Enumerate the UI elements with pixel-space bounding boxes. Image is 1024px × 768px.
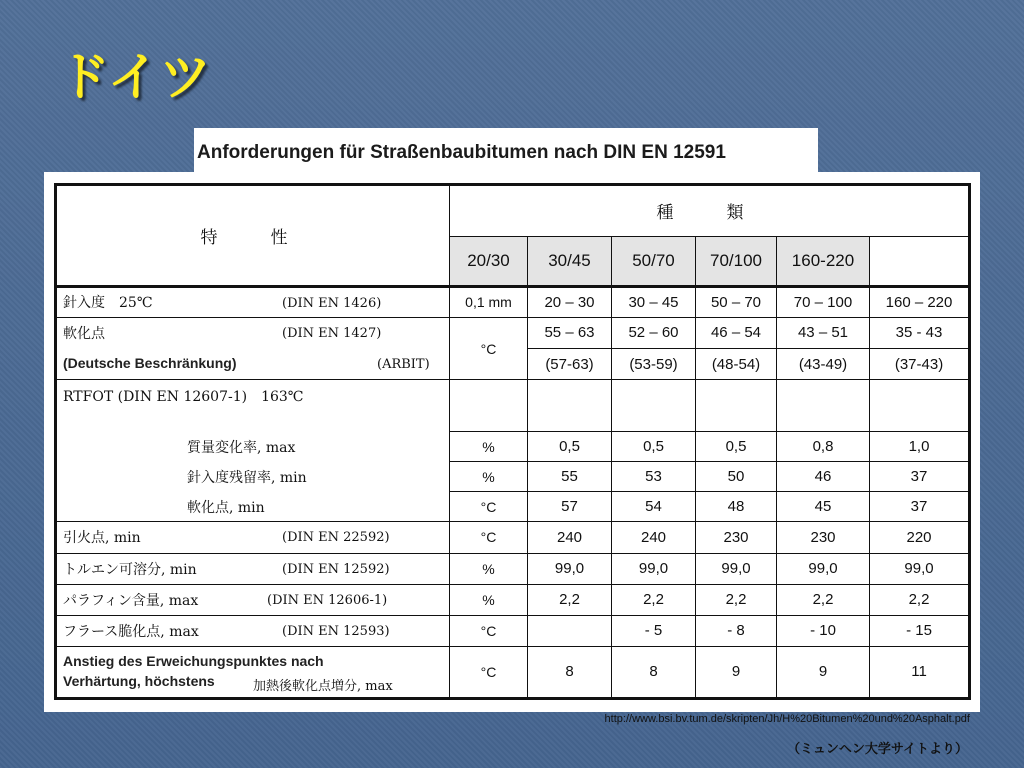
property-name: 軟化点, min — [187, 499, 265, 516]
value-cell — [528, 615, 612, 646]
grade-header: 20/30 — [450, 236, 528, 286]
value-cell: 54 — [612, 492, 696, 522]
table-row — [56, 492, 970, 522]
value-cell: 46 — [777, 462, 870, 492]
unit-cell: % — [450, 432, 528, 462]
value-cell: 0,5 — [612, 432, 696, 462]
value-cell: 230 — [777, 522, 870, 553]
bitumen-spec-table — [54, 183, 971, 700]
value-cell: 46 – 54 — [696, 317, 777, 348]
value-cell: 2,2 — [528, 584, 612, 615]
test-method: (ARBIT) — [377, 356, 430, 372]
value-cell: 2,2 — [777, 584, 870, 615]
value-cell: 99,0 — [696, 553, 777, 584]
value-cell: 8 — [612, 646, 696, 698]
value-cell: (53-59) — [612, 349, 696, 380]
source-url: http://www.bsi.bv.tum.de/skripten/Jh/H%20Bitumen%20und%20Asphalt.pdf — [604, 713, 970, 725]
property-name: フラース脆化点, max — [63, 623, 199, 640]
value-cell: 50 — [696, 462, 777, 492]
value-cell: - 15 — [870, 615, 970, 646]
value-cell: 160 – 220 — [870, 286, 970, 317]
table-row — [56, 522, 970, 553]
property-name: 針入度 25℃ — [63, 295, 153, 312]
value-cell: 9 — [777, 646, 870, 698]
grade-header: 50/70 — [612, 236, 696, 286]
unit-cell: 0,1 mm — [450, 286, 528, 317]
property-header: 特 性 — [56, 185, 450, 287]
value-cell: 30 – 45 — [612, 286, 696, 317]
value-cell: 8 — [528, 646, 612, 698]
value-cell: 11 — [870, 646, 970, 698]
grade-header: 30/45 — [528, 236, 612, 286]
value-cell: (48-54) — [696, 349, 777, 380]
value-cell: 37 — [870, 492, 970, 522]
table-row — [56, 584, 970, 615]
test-method: (DIN EN 12606-1) — [267, 592, 388, 608]
value-cell: 55 – 63 — [528, 317, 612, 348]
value-cell: - 10 — [777, 615, 870, 646]
table-row — [56, 380, 970, 432]
value-cell: 53 — [612, 462, 696, 492]
value-cell: 230 — [696, 522, 777, 553]
value-cell: - 8 — [696, 615, 777, 646]
property-name: Verhärtung, höchstens — [63, 672, 215, 689]
value-cell: 50 – 70 — [696, 286, 777, 317]
grade-header: 160-220 — [777, 236, 870, 286]
test-method: (DIN EN 22592) — [282, 530, 390, 546]
property-name: Anstieg des Erweichungspunktes nach — [63, 652, 324, 669]
value-cell: 2,2 — [870, 584, 970, 615]
table-row — [56, 317, 970, 348]
value-cell: 99,0 — [528, 553, 612, 584]
table-heading: Anforderungen für Straßenbaubitumen nach DIN EN 12591 — [194, 128, 818, 172]
value-cell: 99,0 — [870, 553, 970, 584]
value-cell: 240 — [528, 522, 612, 553]
source-note: （ミュンヘン大学サイトより） — [787, 742, 968, 757]
value-cell: 35 - 43 — [870, 317, 970, 348]
value-cell: 45 — [777, 492, 870, 522]
value-cell: 57 — [528, 492, 612, 522]
value-cell: 55 — [528, 462, 612, 492]
table-row — [56, 615, 970, 646]
spec-table-panel — [44, 172, 980, 712]
property-name: 引火点, min — [63, 530, 141, 547]
property-name: 質量変化率, max — [187, 439, 296, 456]
property-name: トルエン可溶分, min — [63, 561, 197, 578]
value-cell: (43-49) — [777, 349, 870, 380]
type-header: 種 類 — [450, 185, 970, 237]
test-method: (DIN EN 12593) — [282, 623, 390, 639]
value-cell: 52 – 60 — [612, 317, 696, 348]
property-name: 軟化点 — [63, 326, 105, 343]
value-cell: 240 — [612, 522, 696, 553]
unit-cell: % — [450, 584, 528, 615]
value-cell: 20 – 30 — [528, 286, 612, 317]
slide-title: ドイツ — [58, 48, 212, 108]
table-row — [56, 646, 970, 698]
table-row — [56, 553, 970, 584]
unit-cell: °C — [450, 522, 528, 553]
value-cell: - 5 — [612, 615, 696, 646]
grade-header: 70/100 — [696, 236, 777, 286]
value-cell: 0,8 — [777, 432, 870, 462]
unit-cell: °C — [450, 317, 528, 379]
value-cell: 37 — [870, 462, 970, 492]
value-cell: 48 — [696, 492, 777, 522]
property-name: RTFOT (DIN EN 12607-1) 163℃ — [63, 389, 304, 406]
unit-cell: °C — [450, 646, 528, 698]
value-cell: (57-63) — [528, 349, 612, 380]
value-cell: 99,0 — [612, 553, 696, 584]
test-method: (DIN EN 1427) — [282, 325, 382, 341]
unit-cell: % — [450, 553, 528, 584]
table-row — [56, 432, 970, 462]
unit-cell: °C — [450, 492, 528, 522]
value-cell: 0,5 — [528, 432, 612, 462]
value-cell: 0,5 — [696, 432, 777, 462]
value-cell: 99,0 — [777, 553, 870, 584]
table-row — [56, 286, 970, 317]
property-name-jp: 加熱後軟化点増分, max — [253, 678, 393, 694]
table-row — [56, 462, 970, 492]
property-name: (Deutsche Beschränkung) — [63, 354, 237, 371]
value-cell: 2,2 — [612, 584, 696, 615]
test-method: (DIN EN 12592) — [282, 561, 390, 577]
value-cell: 70 – 100 — [777, 286, 870, 317]
property-name: パラフィン含量, max — [63, 592, 199, 609]
value-cell: 220 — [870, 522, 970, 553]
test-method: (DIN EN 1426) — [282, 295, 382, 311]
unit-cell: % — [450, 462, 528, 492]
value-cell: 1,0 — [870, 432, 970, 462]
value-cell: 2,2 — [696, 584, 777, 615]
value-cell: 9 — [696, 646, 777, 698]
property-name: 針入度残留率, min — [187, 469, 307, 486]
value-cell: 43 – 51 — [777, 317, 870, 348]
value-cell: (37-43) — [870, 349, 970, 380]
unit-cell: °C — [450, 615, 528, 646]
